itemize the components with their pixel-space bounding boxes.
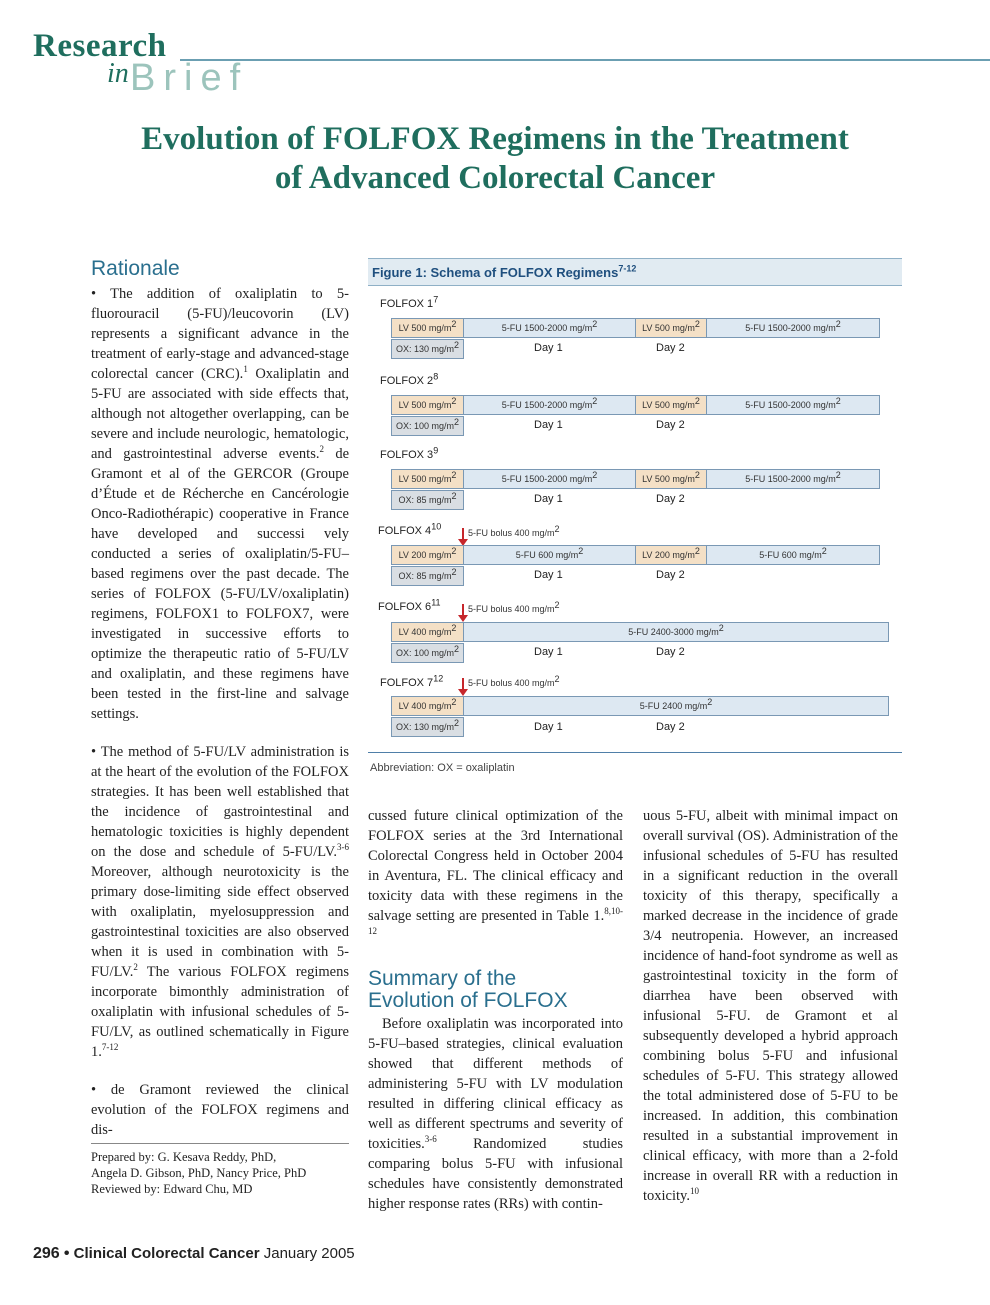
summary-heading bbox=[368, 968, 623, 1012]
right-column bbox=[643, 806, 898, 1221]
right-paragraph-1: uous 5-FU, albeit with minimal impact on overall survival (OS). Administration of the infusional schedules of 5-FU has resulted in a significant reduction in the overall toxicity of this therapy, specifically a marked decrease in the incidence of grade 3/4 neutropenia. However, an increased incidence of hand-foot syndrome as well as gastrointestinal toxicity in the form of diarrhea have been observed with infusional 5-FU. de Gramont et al subsequently developed a hybrid approach combining bolus 5-FU and infusional schedules of 5-FU. This strategy allowed the total administered dose of 5-FU to be increased. In addition, this combination resulted in a substantial improvement in clinical efficacy, with more than a 2-fold increase in overall RR with a reduction in toxicity.$^{10}$ bbox=[643, 808, 898, 1204]
figure-1 bbox=[368, 258, 902, 753]
header-rule bbox=[180, 59, 990, 61]
regimen-label: FOLFOX $2^8$ bbox=[380, 371, 439, 387]
day-1-label: Day 1 bbox=[534, 721, 563, 733]
day-2-label: Day 2 bbox=[656, 721, 685, 733]
ox-dose-cell: OX: 85 $mg/m^2$ bbox=[391, 566, 464, 586]
credits bbox=[91, 1143, 349, 1197]
fu-infusion-cell: 5-FU 1500-2000 $mg/m^2$ bbox=[463, 469, 636, 489]
footer-bullet: • bbox=[63, 1245, 70, 1262]
day-1-label: Day 1 bbox=[534, 419, 563, 431]
rationale-paragraph-2: • The method of 5-FU/LV administration is at the heart of the evolution of the FOLFOX strategies. It has been well established that the incidence of gastrointestinal and hematologic toxicities is highly dependent on the dose and schedule of 5-FU/LV.$^{3-6}$ Moreover, although neurotoxicity is the primary dose-limiting side effect observed with oxaliplatin, myelosuppression and gastrointestinal toxicities are also observed when it is used in combination with 5-FU/LV.$^2$ The various FOLFOX regimens incorporate bimonthly administration of oxaliplatin with infusional schedules of 5-FU/LV, as outlined schematically in Figure 1.$^{7-12}$ bbox=[91, 744, 349, 1060]
fu-infusion-cell: 5-FU 2400 $mg/m^2$ bbox=[463, 696, 889, 716]
regimen-label: FOLFOX $6^{11}$ bbox=[378, 597, 441, 613]
bolus-label: 5-FU bolus 400 $mg/m^2$ bbox=[468, 524, 560, 538]
figure-caption: Figure 1: Schema of FOLFOX Regimens$^{7-12}$ bbox=[368, 258, 902, 286]
article-title bbox=[110, 120, 880, 198]
summary-heading-line2: Evolution of FOLFOX bbox=[368, 989, 568, 1012]
lv-dose-cell: LV 200 $mg/m^2$ bbox=[391, 545, 464, 565]
page-number: 296 bbox=[33, 1245, 60, 1262]
lv-dose-cell: LV 400 $mg/m^2$ bbox=[391, 622, 464, 642]
section-label-research: Research bbox=[33, 28, 167, 64]
ox-dose-cell: OX: 100 $mg/m^2$ bbox=[391, 643, 464, 663]
bolus-arrow-icon bbox=[462, 678, 464, 691]
day-1-label: Day 1 bbox=[534, 493, 563, 505]
bolus-arrow-icon bbox=[462, 528, 464, 541]
middle-paragraph-2: Before oxaliplatin was incorporated into 5-FU–based strategies, clinical evaluation showed that different methods of administering 5-FU with LV modulation resulted in differing clinical efficacy as well as different spectrums and severity of toxicities.$^{3-6}$ Randomized studies comparing bolus 5-FU with infusional schedules have consistently demonstrated higher response rates (RRs) with contin- bbox=[368, 1016, 623, 1212]
day-2-label: Day 2 bbox=[656, 342, 685, 354]
regimen-label: FOLFOX $7^{12}$ bbox=[380, 673, 444, 689]
day-2-label: Day 2 bbox=[656, 493, 685, 505]
day-2-label: Day 2 bbox=[656, 419, 685, 431]
journal-name: Clinical Colorectal Cancer bbox=[73, 1245, 260, 1262]
lv-dose-cell: LV 500 $mg/m^2$ bbox=[635, 395, 707, 415]
summary-heading-line1: Summary of the bbox=[368, 967, 517, 990]
bolus-arrow-icon bbox=[462, 604, 464, 617]
ox-dose-cell: OX: 100 $mg/m^2$ bbox=[391, 416, 464, 436]
fu-infusion-cell: 5-FU 1500-2000 $mg/m^2$ bbox=[706, 469, 880, 489]
day-1-label: Day 1 bbox=[534, 342, 563, 354]
article-title-line2: of Advanced Colorectal Cancer bbox=[274, 160, 716, 196]
rationale-heading: Rationale bbox=[91, 257, 180, 280]
regimen-label: FOLFOX $3^9$ bbox=[380, 445, 439, 461]
lv-dose-cell: LV 500 $mg/m^2$ bbox=[391, 395, 464, 415]
figure-abbreviation: Abbreviation: OX = oxaliplatin bbox=[370, 762, 515, 774]
credits-reviewed: Reviewed by: Edward Chu, MD bbox=[91, 1182, 253, 1196]
figure-bottom-rule bbox=[368, 752, 902, 753]
lv-dose-cell: LV 500 $mg/m^2$ bbox=[391, 469, 464, 489]
fu-infusion-cell: 5-FU 600 $mg/m^2$ bbox=[463, 545, 636, 565]
lv-dose-cell: LV 500 $mg/m^2$ bbox=[391, 318, 464, 338]
lv-dose-cell: LV 500 $mg/m^2$ bbox=[635, 469, 707, 489]
section-label-brief: Brief bbox=[130, 57, 249, 99]
section-label-in: in bbox=[107, 58, 129, 89]
middle-column bbox=[368, 806, 623, 1229]
fu-infusion-cell: 5-FU 2400-3000 $mg/m^2$ bbox=[463, 622, 889, 642]
fu-infusion-cell: 5-FU 600 $mg/m^2$ bbox=[706, 545, 880, 565]
fu-infusion-cell: 5-FU 1500-2000 $mg/m^2$ bbox=[706, 395, 880, 415]
issue-date: January 2005 bbox=[263, 1245, 355, 1262]
bolus-label: 5-FU bolus 400 $mg/m^2$ bbox=[468, 600, 560, 614]
rationale-paragraph-1: • The addition of oxaliplatin to 5-fluorouracil (5-FU)/leucovorin (LV) represents a significant advance in the treatment of early-stage and advanced-stage colorectal cancer (CRC).$^1$ Oxaliplatin and 5-FU are associated with side effects that, although not altogether overlapping, can be severe and include neurologic, hematologic, and gastrointestinal adverse events.$^2$ de Gramont et al of the GERCOR (Groupe d’Étude et de Récherche en Cancérologie Onco-Radiothérapic) cooperative in France have developed and successi vely conducted a series of oxaliplatin/5-FU–based regimens over the past decade. The series of FOLFOX (5-FU/LV/oxaliplatin) regimens, FOLFOX1 to FOLFOX7, were investigated in successive efforts to optimize the therapeutic ratio of 5-FU/LV and oxaliplatin, and these regimens have been tested in the first-line and salvage settings. bbox=[91, 286, 350, 722]
regimen-label: FOLFOX $1^7$ bbox=[380, 294, 439, 310]
credits-authors: Angela D. Gibson, PhD, Nancy Price, PhD bbox=[91, 1166, 307, 1180]
fu-infusion-cell: 5-FU 1500-2000 $mg/m^2$ bbox=[463, 318, 636, 338]
lv-dose-cell: LV 400 $mg/m^2$ bbox=[391, 696, 464, 716]
credits-prepared: Prepared by: G. Kesava Reddy, PhD, bbox=[91, 1150, 277, 1164]
rationale-paragraph-3: • de Gramont reviewed the clinical evolution of the FOLFOX regimens and dis- bbox=[91, 1082, 349, 1138]
left-column bbox=[91, 258, 349, 1155]
middle-paragraph-1: cussed future clinical optimization of the FOLFOX series at the 3rd International Colorectal Congress held in October 2004 in Aventura, FL. The clinical efficacy and toxicity data with these regimens in the salvage setting are presented in Table 1.$^{8,10-12}$ bbox=[368, 808, 623, 937]
day-1-label: Day 1 bbox=[534, 646, 563, 658]
article-title-line1: Evolution of FOLFOX Regimens in the Treatment bbox=[141, 121, 849, 157]
page-footer bbox=[33, 1245, 355, 1263]
day-1-label: Day 1 bbox=[534, 569, 563, 581]
lv-dose-cell: LV 200 $mg/m^2$ bbox=[635, 545, 707, 565]
ox-dose-cell: OX: 130 $mg/m^2$ bbox=[391, 717, 464, 737]
ox-dose-cell: OX: 130 $mg/m^2$ bbox=[391, 339, 464, 359]
day-2-label: Day 2 bbox=[656, 569, 685, 581]
fu-infusion-cell: 5-FU 1500-2000 $mg/m^2$ bbox=[706, 318, 880, 338]
day-2-label: Day 2 bbox=[656, 646, 685, 658]
regimen-label: FOLFOX $4^{10}$ bbox=[378, 521, 442, 537]
lv-dose-cell: LV 500 $mg/m^2$ bbox=[635, 318, 707, 338]
bolus-label: 5-FU bolus 400 $mg/m^2$ bbox=[468, 674, 560, 688]
ox-dose-cell: OX: 85 $mg/m^2$ bbox=[391, 490, 464, 510]
fu-infusion-cell: 5-FU 1500-2000 $mg/m^2$ bbox=[463, 395, 636, 415]
